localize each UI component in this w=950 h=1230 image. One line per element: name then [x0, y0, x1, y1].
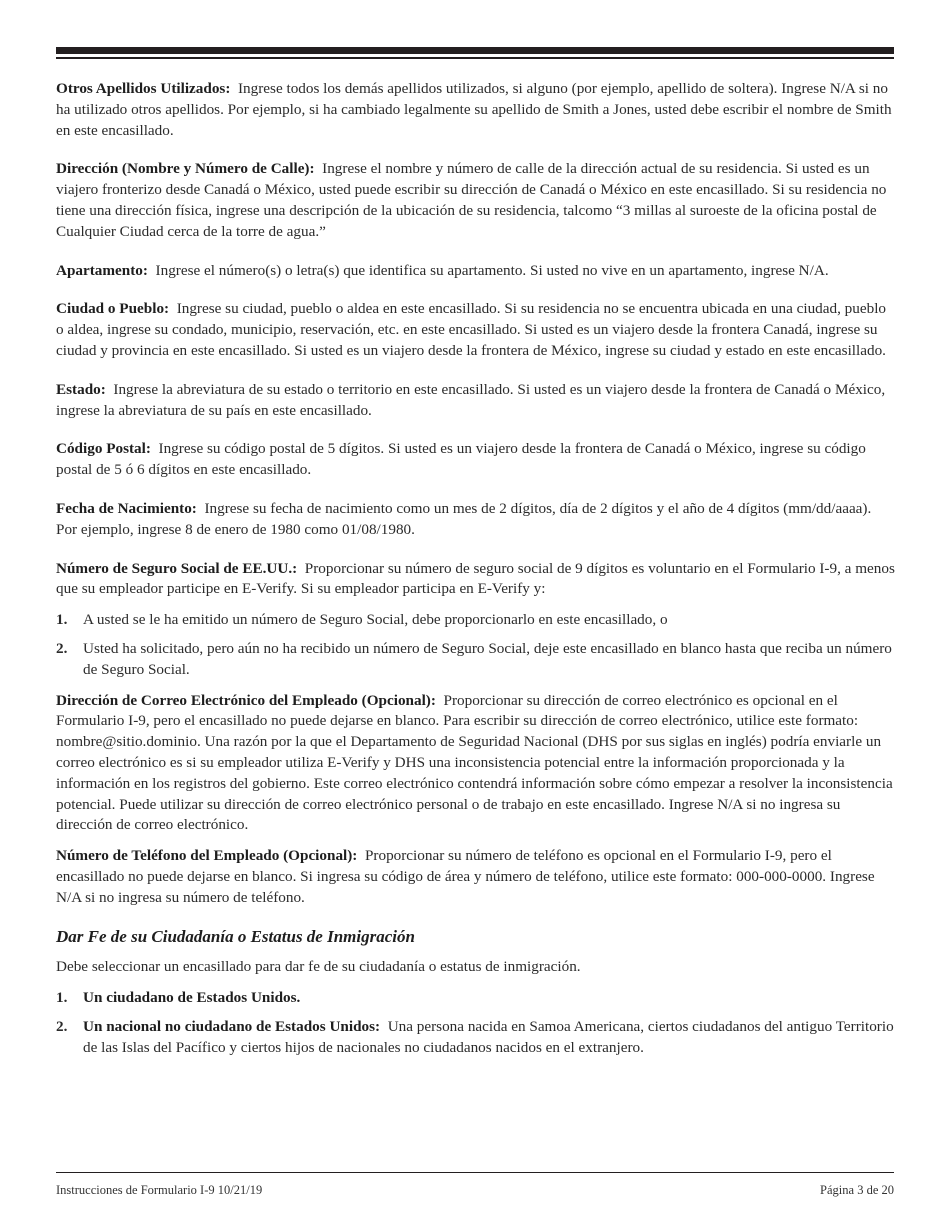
text-apartamento: Ingrese el número(s) o letra(s) que identifica su apartamento. Si usted no vive en un apartamento, ingrese N/A. [155, 261, 829, 279]
paragraph-codigo-postal [56, 439, 896, 481]
paragraph-direccion [56, 159, 896, 242]
list-item [56, 610, 896, 631]
paragraph-otros-apellidos [56, 79, 896, 141]
list-item-text: A usted se le ha emitido un número de Seguro Social, debe proporcionarlo en este encasillado, o [83, 611, 668, 629]
list-item-number: 1. [56, 611, 68, 629]
section-intro: Debe seleccionar un encasillado para dar fe de su ciudadanía o estatus de inmigración. [56, 958, 581, 976]
term-direccion: Dirección (Nombre y Número de Calle): [56, 160, 315, 178]
term-seguro-social: Número de Seguro Social de EE.UU.: [56, 559, 298, 577]
text-otros-apellidos: Ingrese todos los demás apellidos utilizados, si alguno (por ejemplo, apellido de soltera). Ingrese N/A si no ha utilizado otros apellidos. Por ejemplo, si ha cambiado legalmente su apellido de Smith a Jones, usted debe escribir el nombre de Smith en este encasillado. [56, 80, 892, 139]
text-seguro-social: Proporcionar su número de seguro social de 9 dígitos es voluntario en el Formulario I-9, a menos que su empleador participe en E-Verify. Si su empleador participa en E-Verify y: [56, 559, 895, 598]
term-telefono: Número de Teléfono del Empleado (Opcional): [56, 847, 358, 865]
paragraph-correo [56, 691, 896, 837]
list-item [56, 1017, 896, 1059]
term-ciudad: Ciudad o Pueblo: [56, 300, 170, 318]
header-rule-thick [56, 47, 894, 54]
ssn-list [56, 610, 896, 680]
term-fecha-nacimiento: Fecha de Nacimiento: [56, 499, 197, 517]
footer-rule [56, 1172, 894, 1173]
list-item-text: Una persona nacida en Samoa Americana, ciertos ciudadanos del antiguo Territorio de las Islas del Pacífico y ciertos hijos de nacionales no ciudadanos nacidos en el extranjero. [83, 1017, 894, 1056]
list-item-number: 2. [56, 1017, 68, 1035]
term-correo: Dirección de Correo Electrónico del Empleado (Opcional): [56, 691, 436, 709]
paragraph-fecha-nacimiento [56, 499, 896, 541]
list-item [56, 639, 896, 681]
section-heading: Dar Fe de su Ciudadanía o Estatus de Inmigración [56, 926, 415, 946]
paragraph-seguro-social [56, 559, 896, 601]
list-item-term: Un nacional no ciudadano de Estados Unidos: [83, 1017, 381, 1035]
footer-page-number: Página 3 de 20 [820, 1183, 894, 1197]
text-codigo-postal: Ingrese su código postal de 5 dígitos. Si usted es un viajero desde la frontera de Canadá o México, ingrese su código postal de 5 ó 6 dígitos en este encasillado. [56, 440, 866, 479]
paragraph-telefono [56, 846, 896, 908]
term-otros-apellidos: Otros Apellidos Utilizados: [56, 80, 231, 97]
text-direccion: Ingrese el nombre y número de calle de la dirección actual de su residencia. Si usted es un viajero fronterizo desde Canadá o México, usted puede escribir su dirección de Canadá o México en este encasillado. Si su residencia no tiene una dirección física, ingrese una descripción de la ubicación de su residencia, talcomo “3 millas al suroeste de la oficina postal de Cualquier Ciudad cerca de la torre de agua.” [56, 160, 887, 240]
list-item [56, 988, 896, 1009]
term-apartamento: Apartamento: [56, 261, 148, 279]
list-item-term: Un ciudadano de Estados Unidos. [83, 989, 301, 1007]
header-rule-thin [56, 57, 894, 59]
text-ciudad: Ingrese su ciudad, pueblo o aldea en este encasillado. Si su residencia no se encuentra ubicada en una ciudad, pueblo o aldea, ingrese su condado, municipio, reservación, etc. en este encasillado. Si usted es un viajero desde la frontera Canadá, ingrese su ciudad y provincia en este encasillado. Si usted es un viajero desde la frontera de México, ingrese su ciudad y estado en este encasillado. [56, 300, 887, 359]
text-fecha-nacimiento: Ingrese su fecha de nacimiento como un mes de 2 dígitos, día de 2 dígitos y el año de 4 dígitos (mm/dd/aaaa). Por ejemplo, ingrese 8 de enero de 1980 como 01/08/1980. [56, 499, 872, 538]
list-item-number: 1. [56, 989, 68, 1007]
attestation-list [56, 988, 896, 1058]
document-body [56, 79, 896, 1068]
text-telefono: Proporcionar su número de teléfono es opcional en el Formulario I-9, pero el encasillado no puede dejarse en blanco. Si ingresa su código de área y número de teléfono, utilice este formato: 000-000-0000. Ingrese N/A si no ingresa su número de teléfono. [56, 847, 875, 906]
list-item-text: Usted ha solicitado, pero aún no ha recibido un número de Seguro Social, deje este encasillado en blanco hasta que reciba un número de Seguro Social. [83, 639, 892, 678]
paragraph-ciudad [56, 299, 896, 361]
term-codigo-postal: Código Postal: [56, 440, 151, 458]
term-estado: Estado: [56, 380, 106, 398]
paragraph-estado [56, 380, 896, 422]
footer-form-title: Instrucciones de Formulario I-9 10/21/19 [56, 1183, 263, 1197]
text-estado: Ingrese la abreviatura de su estado o territorio en este encasillado. Si usted es un viajero desde la frontera de Canadá o México, ingrese la abreviatura de su país en este encasillado. [56, 380, 886, 419]
paragraph-apartamento [56, 261, 896, 282]
list-item-number: 2. [56, 639, 68, 657]
text-correo: Proporcionar su dirección de correo electrónico es opcional en el Formulario I-9, pero el encasillado no puede dejarse en blanco. Para escribir su dirección de correo electrónico, utilice este formato: nombre@sitio.dominio. Una razón por la que el Departamento de Seguridad Nacional (DHS por sus siglas en inglés) podría enviarle un correo electrónico es si su empleador utiliza E-Verify y DHS una inconsistencia potencial entre la información proporcionada y la información en los registros del gobierno. Este correo electrónico contendrá información sobre cómo empezar a resolver la inconsistencia potencial. Puede utilizar su dirección de correo electrónico personal o de trabajo en este encasillado. Ingrese N/A si no ingresa su dirección de correo electrónico. [56, 691, 893, 834]
